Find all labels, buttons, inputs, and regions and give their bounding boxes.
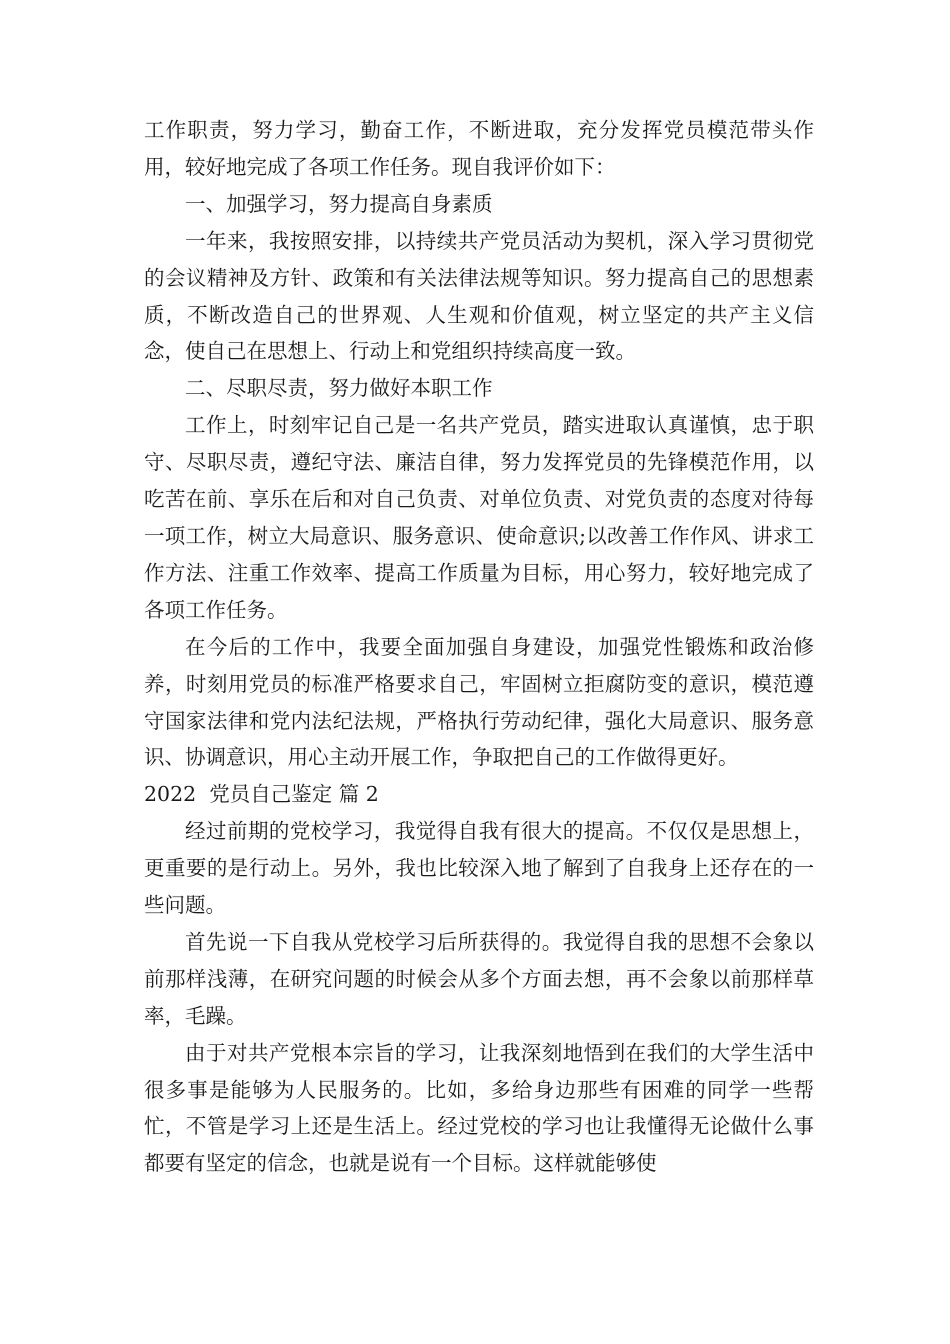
article-title-part-2: 2022 党员自己鉴定 篇 2: [144, 782, 379, 807]
paragraph-gains: 首先说一下自我从党校学习后所获得的。我觉得自我的思想不会象以前那样浅薄，在研究问题的时候会从多个方面去想，再不会象以前那样草率，毛躁。: [144, 929, 814, 1028]
section-heading-study: 一、加强学习，努力提高自身素质: [185, 191, 493, 216]
paragraph-party-school: 经过前期的党校学习，我觉得自我有很大的提高。不仅仅是思想上，更重要的是行动上。另外，我也比较深入地了解到了自我身上还存在的一些问题。: [144, 819, 814, 918]
section-heading-duty: 二、尽职尽责，努力做好本职工作: [185, 376, 493, 401]
paragraph-study: 一年来，我按照安排，以持续共产党员活动为契机，深入学习贯彻党的会议精神及方针、政策和有关法律法规等知识。努力提高自己的思想素质，不断改造自己的世界观、人生观和价值观，树立坚定的共产主义信念，使自己在思想上、行动上和党组织持续高度一致。: [144, 228, 814, 364]
paragraph-duty: 工作上，时刻牢记自己是一名共产党员，踏实进取认真谨慎，忠于职守、尽职尽责，遵纪守法、廉洁自律，努力发挥党员的先锋模范作用，以吃苦在前、享乐在后和对自己负责、对单位负责、对党负责的态度对待每一项工作，树立大局意识、服务意识、使命意识;以改善工作作风、讲求工作方法、注重工作效率、提高工作质量为目标，用心努力，较好地完成了各项工作任务。: [144, 413, 814, 622]
paragraph-future: 在今后的工作中，我要全面加强自身建设，加强党性锻炼和政治修养，时刻用党员的标准严格要求自己，牢固树立拒腐防变的意识，模范遵守国家法律和党内法纪法规，严格执行劳动纪律，强化大局意识、服务意识、协调意识，用心主动开展工作，争取把自己的工作做得更好。: [144, 634, 814, 770]
document-body: [144, 112, 814, 1182]
paragraph-intro: 工作职责，努力学习，勤奋工作，不断进取，充分发挥党员模范带头作用，较好地完成了各项工作任务。现自我评价如下：: [144, 118, 814, 179]
paragraph-service: 由于对共产党根本宗旨的学习，让我深刻地悟到在我们的大学生活中很多事是能够为人民服务的。比如，多给身边那些有困难的同学一些帮忙，不管是学习上还是生活上。经过党校的学习也让我懂得无论做什么事都要有坚定的信念，也就是说有一个目标。这样就能够使: [144, 1040, 814, 1176]
